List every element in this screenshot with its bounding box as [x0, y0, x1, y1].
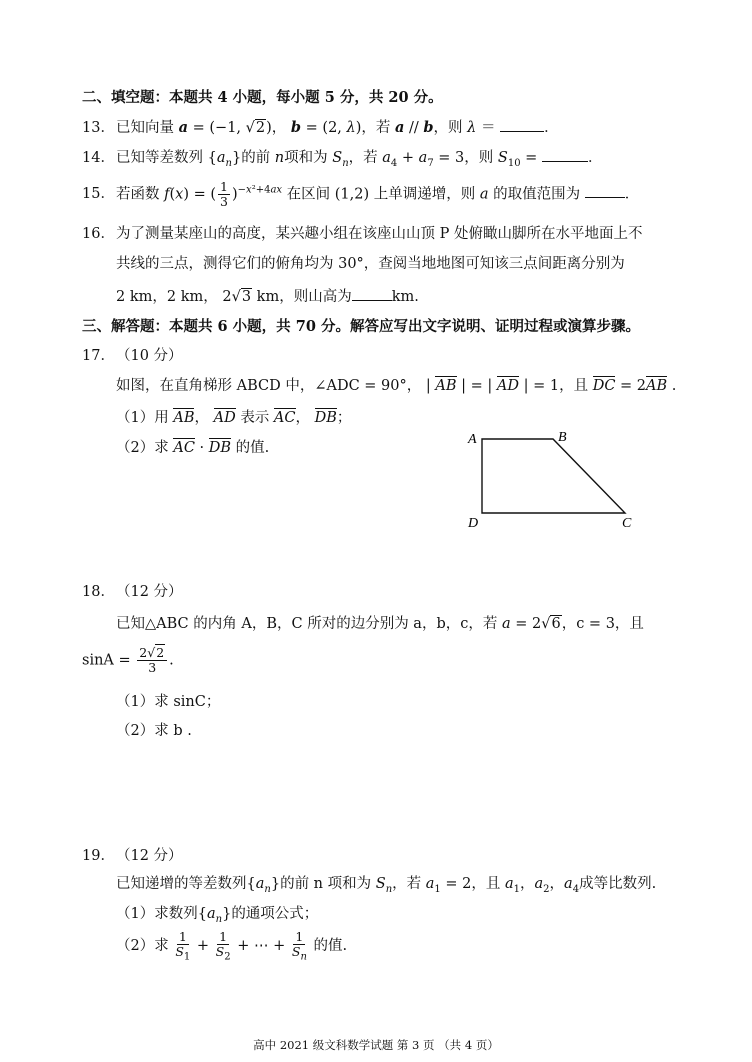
answer-blank[interactable] — [352, 286, 392, 302]
question-17-header — [82, 344, 183, 365]
answer-blank[interactable] — [500, 117, 544, 133]
question-number: 19． — [82, 848, 115, 864]
vertex-label-c: C — [622, 516, 632, 531]
fraction: $\frac{1}{3}$ — [220, 179, 228, 209]
fraction: $\frac{1}{S_2}$ — [215, 929, 231, 963]
question-18-stem: 已知△ABC 的内角 A，B，C 所对的边分别为 a，b，c，若 a = 2√6，c = 3，且 — [116, 616, 644, 632]
question-number: 15． — [82, 186, 115, 203]
page-footer: 高中 2021 级文科数学试题 第 3 页 （共 4 页） — [253, 1038, 499, 1052]
question-score: （10 分） — [116, 348, 183, 364]
section-3-heading: 三、解答题：本题共 6 小题，共 70 分。解答应写出文字说明、证明过程或演算步骤。 — [82, 318, 640, 335]
question-14: 14．已知等差数列 $\{a_n\}$的前 n项和为 $S_n$，若 $a_4 + a_7 = 3$，则 $S_{10}$ = ． — [82, 146, 602, 169]
question-17-stem: 如图，在直角梯形 ABCD 中，∠ADC = 90°， | AB | = | AD | = 1，且 DC = 2AB . — [116, 378, 677, 394]
question-18-header — [82, 580, 183, 601]
question-number: 18． — [82, 584, 115, 600]
question-number: 14． — [82, 150, 115, 166]
answer-blank[interactable] — [585, 183, 625, 199]
question-19-part-2: （2）求 $\frac{1}{S_1}$ + $\frac{1}{S_2}$ + ⋯ + $\frac{1}{S_n}$ 的值. — [116, 929, 348, 963]
question-number: 16． — [82, 226, 115, 242]
question-16-line-2: 共线的三点，测得它们的俯角均为 30°，查阅当地地图可知该三点间距离分别为 — [116, 256, 625, 272]
question-19-header — [82, 844, 183, 865]
fraction: $\frac{1}{S_1}$ — [175, 929, 191, 963]
question-18-part-2: （2）求 b . — [116, 723, 192, 739]
question-13: 13．已知向量 a = (−1, √2)， b = (2, λ)，若 a // b，则 λ ＝ ． — [82, 116, 559, 137]
question-18-sina: sinA = $\frac{2√2}{3}$ . — [82, 645, 174, 675]
question-16-line-3: 2 km，2 km， 2√3 km，则山高为 km. — [116, 285, 419, 306]
question-score: （12 分） — [116, 584, 183, 600]
vertex-label-d: D — [468, 516, 479, 531]
question-number: 17． — [82, 348, 115, 364]
trapezoid-abcd — [482, 439, 625, 513]
question-19-stem: 已知递增的等差数列$\{a_n\}$的前 n 项和为 $S_n$，若 $a_1 = 2$，且 $a_1$，$a_2$，$a_4$成等比数列. — [116, 876, 657, 895]
question-15: 15．若函数 f(x) = ( $\frac{1}{3}$ )$^{-x^2+4ax}$ 在区间 (1,2) 上单调递增，则 a 的取值范围为 ． — [82, 179, 640, 209]
answer-blank[interactable] — [542, 147, 588, 163]
fraction: $\frac{2√2}{3}$ — [137, 646, 167, 675]
vertex-label-a: A — [468, 432, 477, 447]
fraction: $\frac{1}{S_n}$ — [291, 929, 307, 963]
question-score: （12 分） — [116, 848, 183, 864]
question-19-part-1: （1）求数列$\{a_n\}$的通项公式； — [116, 906, 319, 925]
question-16: 16．为了测量某座山的高度，某兴趣小组在该座山山顶 P 处俯瞰山脚所在水平地面上不 — [82, 222, 642, 243]
question-18-part-1: （1）求 sinC； — [116, 694, 221, 710]
question-number: 13． — [82, 120, 115, 136]
section-2-heading: 二、填空题：本题共 4 小题，每小题 5 分，共 20 分。 — [82, 89, 443, 106]
question-17-part-1: （1）用 AB， AD 表示 AC， DB； — [116, 410, 352, 426]
vertex-label-b: B — [558, 430, 567, 445]
question-17-part-2: （2）求 AC · DB 的值. — [116, 440, 270, 456]
trapezoid-figure — [465, 425, 645, 535]
